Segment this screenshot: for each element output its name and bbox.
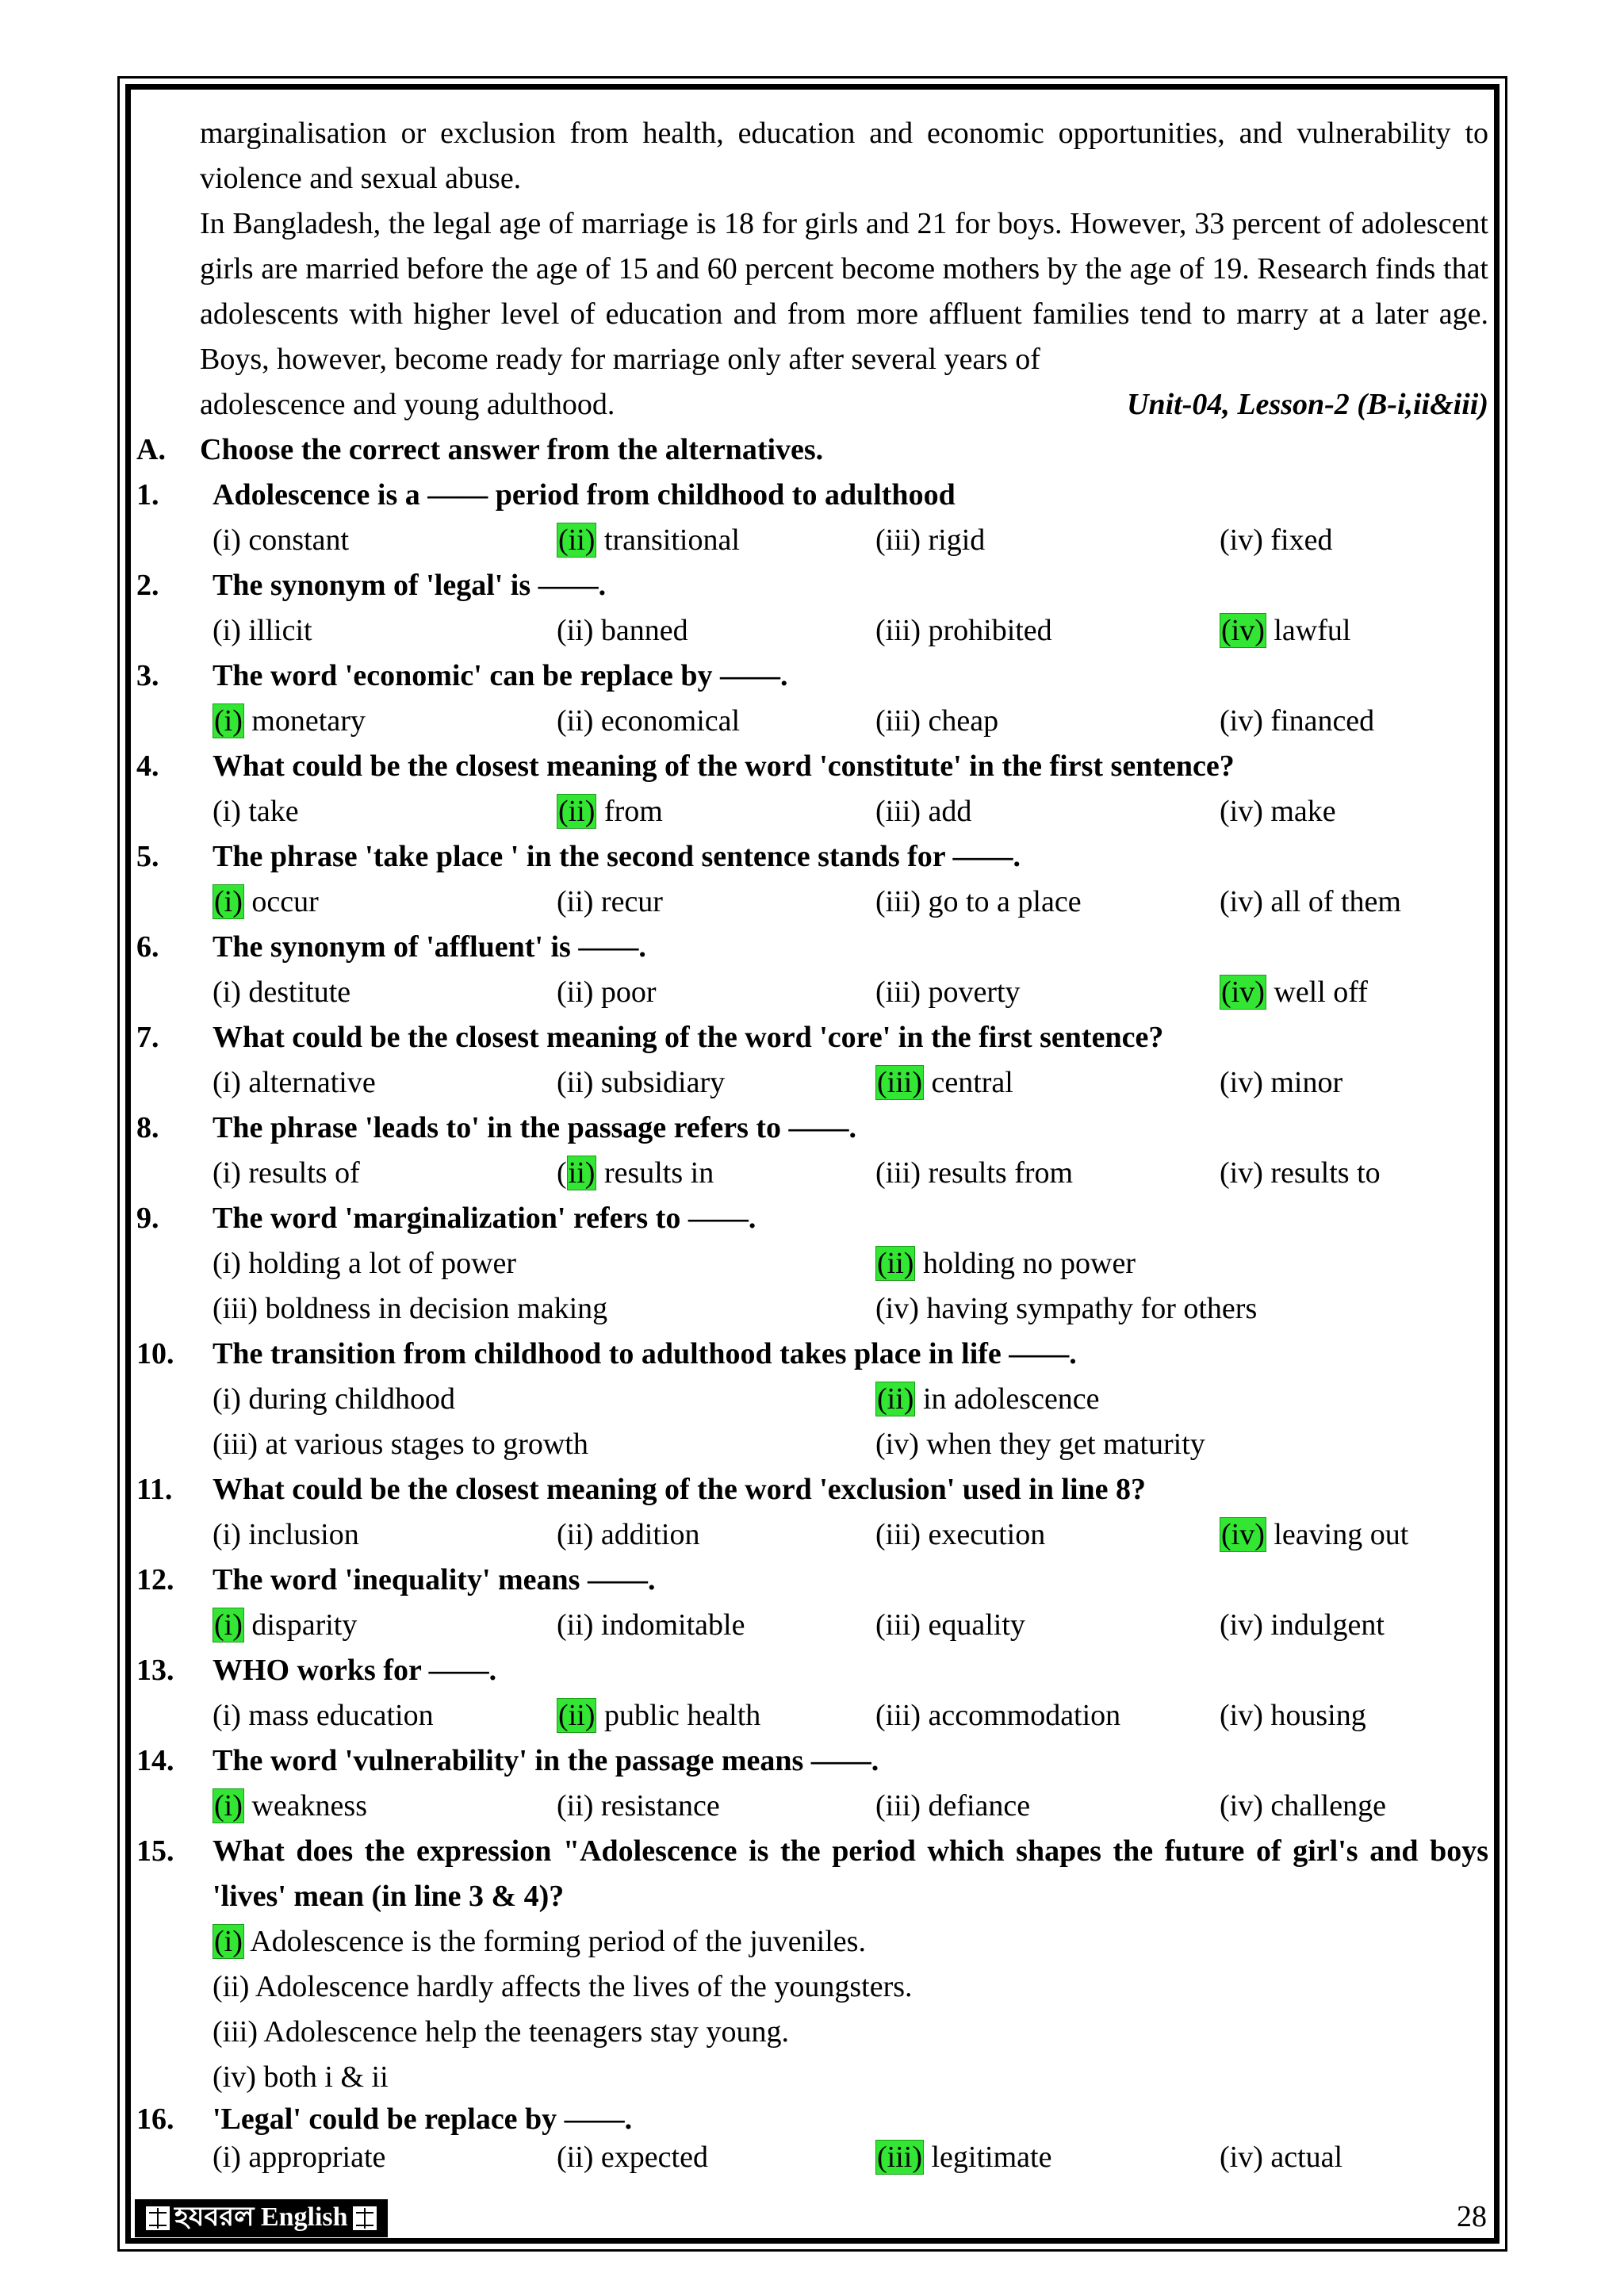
question-item xyxy=(136,1558,1488,1648)
question-number: 16. xyxy=(136,2102,174,2136)
question-heading xyxy=(136,1196,1488,1241)
answer-option[interactable] xyxy=(213,789,557,834)
option-text: (iii) results from xyxy=(875,1156,1074,1190)
answer-options xyxy=(213,1241,1488,1332)
question-item xyxy=(136,473,1488,563)
answer-option[interactable] xyxy=(213,1151,557,1196)
question-text: The word 'economic' can be replace by ——. xyxy=(213,659,788,692)
correct-answer-highlight: (ii) xyxy=(877,1247,914,1280)
answer-options xyxy=(213,1784,1488,1829)
option-text: (i) mass education xyxy=(213,1699,434,1732)
correct-answer-highlight: ii) xyxy=(568,1156,596,1190)
question-text: What could be the closest meaning of the word 'exclusion' used in line 8? xyxy=(213,1473,1146,1506)
answer-option[interactable] xyxy=(557,1693,875,1738)
answer-option[interactable] xyxy=(213,880,557,925)
option-text: holding no power xyxy=(915,1247,1136,1280)
option-text: (iv) actual xyxy=(1220,2141,1343,2174)
answer-options xyxy=(213,789,1488,834)
page-footer xyxy=(135,2199,1487,2239)
option-text: (iii) at various stages to growth xyxy=(213,1428,588,1461)
answer-option[interactable] xyxy=(875,789,1220,834)
option-text: weakness xyxy=(243,1789,367,1823)
answer-option[interactable] xyxy=(213,2055,1488,2100)
question-list xyxy=(136,473,1488,2176)
answer-option[interactable] xyxy=(1220,789,1488,834)
correct-answer-highlight: (i) xyxy=(214,1925,243,1958)
option-text: (iv) having sympathy for others xyxy=(875,1292,1258,1325)
option-text: (iv) all of them xyxy=(1220,885,1401,918)
option-text: legitimate xyxy=(923,2141,1052,2174)
answer-option[interactable] xyxy=(875,1060,1220,1106)
question-number: 12. xyxy=(136,1563,174,1596)
option-text: transitional xyxy=(596,523,740,557)
answer-option[interactable] xyxy=(213,699,557,744)
answer-option[interactable] xyxy=(875,1784,1220,1829)
question-heading xyxy=(136,563,1488,608)
question-heading xyxy=(136,1558,1488,1603)
question-item xyxy=(136,2100,1488,2176)
option-text: (i) inclusion xyxy=(213,1518,359,1551)
answer-option[interactable] xyxy=(875,1151,1220,1196)
option-text: (i) holding a lot of power xyxy=(213,1247,517,1280)
passage-last-line xyxy=(200,382,1488,427)
answer-option[interactable] xyxy=(557,608,875,654)
option-text: (iv) both i & ii xyxy=(213,2060,389,2094)
answer-option[interactable] xyxy=(557,1603,875,1648)
option-text: (ii) poor xyxy=(557,976,657,1009)
answer-option[interactable] xyxy=(875,1693,1220,1738)
option-text: (iii) add xyxy=(875,795,972,828)
question-heading xyxy=(136,834,1488,880)
answer-option[interactable] xyxy=(1220,880,1488,925)
question-item xyxy=(136,1829,1488,2100)
answer-option[interactable] xyxy=(875,970,1220,1015)
brand-text: হযবরল English xyxy=(174,2202,348,2232)
option-text: (iii) go to a place xyxy=(875,885,1082,918)
answer-option[interactable] xyxy=(875,1422,1488,1467)
question-number: 8. xyxy=(136,1111,159,1144)
answer-options xyxy=(213,608,1488,654)
option-text: (i) take xyxy=(213,795,299,828)
answer-option[interactable] xyxy=(557,699,875,744)
correct-answer-highlight: (i) xyxy=(214,1608,243,1642)
answer-option[interactable] xyxy=(213,1241,875,1286)
question-heading xyxy=(136,1467,1488,1512)
option-text: public health xyxy=(596,1699,761,1732)
answer-option[interactable] xyxy=(875,699,1220,744)
option-text: (iii) cheap xyxy=(875,704,999,738)
option-text: central xyxy=(923,1066,1013,1099)
option-text: (ii) indomitable xyxy=(557,1608,745,1642)
answer-option[interactable] xyxy=(213,970,557,1015)
option-text: (iii) execution xyxy=(875,1518,1046,1551)
option-text: (i) alternative xyxy=(213,1066,376,1099)
answer-option[interactable] xyxy=(875,608,1220,654)
answer-option[interactable] xyxy=(875,2138,1220,2176)
question-item xyxy=(136,1106,1488,1196)
correct-answer-highlight: (ii) xyxy=(558,795,596,828)
option-text: disparity xyxy=(243,1608,358,1642)
correct-answer-highlight: (iii) xyxy=(877,1066,922,1099)
correct-answer-highlight: (ii) xyxy=(558,523,596,557)
question-heading xyxy=(136,473,1488,518)
answer-option[interactable] xyxy=(1220,1603,1488,1648)
answer-option[interactable] xyxy=(1220,2138,1488,2176)
question-number: 14. xyxy=(136,1744,174,1777)
question-item xyxy=(136,1738,1488,1829)
question-heading xyxy=(136,925,1488,970)
question-number: 10. xyxy=(136,1337,174,1370)
question-text: What does the expression "Adolescence is the period which shapes the future of girl's and boys 'lives' mean (in line 3 & 4)? xyxy=(213,1834,1488,1913)
question-text: The word 'vulnerability' in the passage means ——. xyxy=(213,1744,879,1777)
correct-answer-highlight: (ii) xyxy=(877,1382,914,1416)
option-text: lawful xyxy=(1266,614,1351,647)
answer-option[interactable] xyxy=(557,1060,875,1106)
answer-option[interactable] xyxy=(875,1603,1220,1648)
correct-answer-highlight: (i) xyxy=(214,704,243,738)
option-text: Adolescence is the forming period of the juveniles. xyxy=(243,1925,866,1958)
question-text: The word 'inequality' means ——. xyxy=(213,1563,656,1596)
question-item xyxy=(136,834,1488,925)
question-heading xyxy=(136,1015,1488,1060)
question-text: The word 'marginalization' refers to ——. xyxy=(213,1202,756,1235)
option-text: (iv) fixed xyxy=(1220,523,1333,557)
question-number: 15. xyxy=(136,1834,174,1868)
answer-option[interactable] xyxy=(213,1693,557,1738)
option-text: well off xyxy=(1266,976,1368,1009)
option-text: (iii) poverty xyxy=(875,976,1021,1009)
answer-option[interactable] xyxy=(557,1784,875,1829)
correct-answer-highlight: (i) xyxy=(214,885,243,918)
question-item xyxy=(136,1467,1488,1558)
option-text: (iv) make xyxy=(1220,795,1336,828)
question-item xyxy=(136,1648,1488,1738)
question-number: 1. xyxy=(136,478,159,512)
question-heading xyxy=(136,654,1488,699)
book-icon xyxy=(146,2206,170,2230)
answer-option[interactable] xyxy=(557,970,875,1015)
correct-answer-highlight: (iv) xyxy=(1221,614,1265,647)
question-text: The synonym of 'affluent' is ——. xyxy=(213,930,646,964)
answer-option[interactable] xyxy=(213,1512,557,1558)
answer-option[interactable] xyxy=(1220,608,1488,654)
answer-option[interactable] xyxy=(1220,699,1488,744)
option-text: leaving out xyxy=(1266,1518,1409,1551)
option-text: (i) appropriate xyxy=(213,2141,386,2174)
answer-option[interactable] xyxy=(1220,1151,1488,1196)
question-number: 6. xyxy=(136,930,159,964)
question-text: 'Legal' could be replace by ——. xyxy=(213,2102,633,2136)
option-text: (iv) when they get maturity xyxy=(875,1428,1205,1461)
correct-answer-highlight: (iv) xyxy=(1221,1518,1265,1551)
question-number: 4. xyxy=(136,749,159,783)
passage-paragraph-2-end: adolescence and young adulthood. xyxy=(200,388,615,421)
option-text: (ii) resistance xyxy=(557,1789,720,1823)
option-text: (iv) results to xyxy=(1220,1156,1381,1190)
answer-option[interactable] xyxy=(213,1919,1488,1964)
question-heading xyxy=(136,1648,1488,1693)
answer-option[interactable] xyxy=(557,2138,875,2176)
question-text: What could be the closest meaning of the word 'constitute' in the first sentence? xyxy=(213,749,1235,783)
option-text: (iii) equality xyxy=(875,1608,1025,1642)
question-text: The synonym of 'legal' is ——. xyxy=(213,569,607,602)
option-text: (iii) accommodation xyxy=(875,1699,1121,1732)
answer-options xyxy=(213,1693,1488,1738)
answer-options xyxy=(213,1603,1488,1648)
correct-answer-highlight: (iv) xyxy=(1221,976,1265,1009)
question-number: 2. xyxy=(136,569,159,602)
answer-option[interactable] xyxy=(557,1151,875,1196)
option-text: (iii) prohibited xyxy=(875,614,1052,647)
option-text: (i) constant xyxy=(213,523,350,557)
section-title: Choose the correct answer from the alternatives. xyxy=(200,433,824,466)
answer-options xyxy=(213,1512,1488,1558)
lesson-reference: Unit-04, Lesson-2 (B-i,ii&iii) xyxy=(1127,388,1488,421)
answer-option[interactable] xyxy=(213,1060,557,1106)
option-text: occur xyxy=(243,885,319,918)
answer-options xyxy=(213,2138,1488,2176)
option-text: (ii) economical xyxy=(557,704,741,738)
question-text: The transition from childhood to adulthood takes place in life ——. xyxy=(213,1337,1077,1370)
question-item xyxy=(136,744,1488,834)
option-text: (iv) challenge xyxy=(1220,1789,1386,1823)
option-text: (iii) boldness in decision making xyxy=(213,1292,608,1325)
option-text: in adolescence xyxy=(915,1382,1100,1416)
question-heading xyxy=(136,1738,1488,1784)
option-text: (iii) Adolescence help the teenagers stay young. xyxy=(213,2015,790,2049)
question-item xyxy=(136,1196,1488,1332)
option-text: (iv) indulgent xyxy=(1220,1608,1385,1642)
option-text: (ii) addition xyxy=(557,1518,700,1551)
answer-option[interactable] xyxy=(213,1422,875,1467)
question-item xyxy=(136,925,1488,1015)
answer-options xyxy=(213,518,1488,563)
option-text: (ii) Adolescence hardly affects the lives of the youngsters. xyxy=(213,1970,913,2003)
page-content xyxy=(136,111,1488,2176)
answer-options xyxy=(213,1377,1488,1467)
option-text: (ii) subsidiary xyxy=(557,1066,726,1099)
answer-option[interactable] xyxy=(557,880,875,925)
answer-option[interactable] xyxy=(1220,1693,1488,1738)
book-icon xyxy=(353,2206,377,2230)
answer-option[interactable] xyxy=(1220,970,1488,1015)
answer-option[interactable] xyxy=(213,1603,557,1648)
page-number: 28 xyxy=(1457,2200,1487,2233)
answer-option[interactable] xyxy=(1220,1060,1488,1106)
question-text: What could be the closest meaning of the word 'core' in the first sentence? xyxy=(213,1021,1164,1054)
question-item xyxy=(136,654,1488,744)
question-heading xyxy=(136,1332,1488,1377)
option-text: (iii) rigid xyxy=(875,523,986,557)
option-text: (iii) defiance xyxy=(875,1789,1031,1823)
question-number: 7. xyxy=(136,1021,159,1054)
question-heading xyxy=(136,744,1488,789)
question-heading xyxy=(136,1106,1488,1151)
question-text: The phrase 'leads to' in the passage refers to ——. xyxy=(213,1111,857,1144)
passage-paragraph-1: marginalisation or exclusion from health, education and economic opportunities, and vulnerability to violence and sexual abuse. xyxy=(200,117,1488,195)
option-text: (i) results of xyxy=(213,1156,360,1190)
answer-option[interactable] xyxy=(213,518,557,563)
answer-option[interactable] xyxy=(557,518,875,563)
answer-option[interactable] xyxy=(557,1512,875,1558)
answer-option[interactable] xyxy=(875,1512,1220,1558)
answer-option[interactable] xyxy=(557,789,875,834)
option-text: results in xyxy=(596,1156,714,1190)
section-heading xyxy=(136,427,1488,473)
answer-option[interactable] xyxy=(213,608,557,654)
answer-option[interactable] xyxy=(213,2138,557,2176)
answer-option[interactable] xyxy=(213,1784,557,1829)
option-text: (iv) housing xyxy=(1220,1699,1366,1732)
answer-options xyxy=(213,1919,1488,2100)
question-heading xyxy=(136,2100,1488,2138)
answer-option[interactable] xyxy=(213,2010,1488,2055)
option-text: (ii) recur xyxy=(557,885,663,918)
question-item xyxy=(136,563,1488,654)
correct-answer-highlight: (iii) xyxy=(877,2141,922,2174)
answer-option[interactable] xyxy=(213,1377,875,1422)
answer-option[interactable] xyxy=(213,1964,1488,2010)
section-label: A. xyxy=(136,433,166,466)
option-text: from xyxy=(596,795,663,828)
option-text: ( xyxy=(557,1156,567,1190)
answer-options xyxy=(213,880,1488,925)
answer-option[interactable] xyxy=(1220,518,1488,563)
question-number: 3. xyxy=(136,659,159,692)
question-item xyxy=(136,1332,1488,1467)
answer-option[interactable] xyxy=(875,1241,1488,1286)
question-heading xyxy=(136,1829,1488,1919)
answer-options xyxy=(213,1151,1488,1196)
option-text: monetary xyxy=(243,704,366,738)
question-number: 9. xyxy=(136,1202,159,1235)
correct-answer-highlight: (ii) xyxy=(558,1699,596,1732)
question-number: 11. xyxy=(136,1473,173,1506)
option-text: (i) destitute xyxy=(213,976,351,1009)
question-text: The phrase 'take place ' in the second sentence stands for ——. xyxy=(213,840,1021,873)
answer-options xyxy=(213,1060,1488,1106)
answer-option[interactable] xyxy=(875,880,1220,925)
question-number: 13. xyxy=(136,1654,174,1687)
answer-option[interactable] xyxy=(213,1286,875,1332)
option-text: (ii) expected xyxy=(557,2141,708,2174)
question-item xyxy=(136,1015,1488,1106)
brand-logo xyxy=(135,2199,388,2237)
answer-options xyxy=(213,699,1488,744)
option-text: (iv) financed xyxy=(1220,704,1375,738)
option-text: (i) during childhood xyxy=(213,1382,456,1416)
passage-paragraph-2: In Bangladesh, the legal age of marriage is 18 for girls and 21 for boys. However, 33 percent of adolescent girls are married before the age of 15 and 60 percent become mothers by the age of 19. Research finds that adolescents with higher level of education and from more affluent families tend to marry at a later age. Boys, however, become ready for marriage only after several years of xyxy=(200,207,1488,376)
answer-option[interactable] xyxy=(1220,1512,1488,1558)
question-number: 5. xyxy=(136,840,159,873)
answer-option[interactable] xyxy=(1220,1784,1488,1829)
answer-option[interactable] xyxy=(875,518,1220,563)
question-text: Adolescence is a —— period from childhood to adulthood xyxy=(213,478,956,512)
option-text: (i) illicit xyxy=(213,614,312,647)
option-text: (ii) banned xyxy=(557,614,688,647)
answer-options xyxy=(213,970,1488,1015)
option-text: (iv) minor xyxy=(1220,1066,1343,1099)
correct-answer-highlight: (i) xyxy=(214,1789,243,1823)
answer-option[interactable] xyxy=(875,1377,1488,1422)
question-text: WHO works for ——. xyxy=(213,1654,497,1687)
answer-option[interactable] xyxy=(875,1286,1488,1332)
